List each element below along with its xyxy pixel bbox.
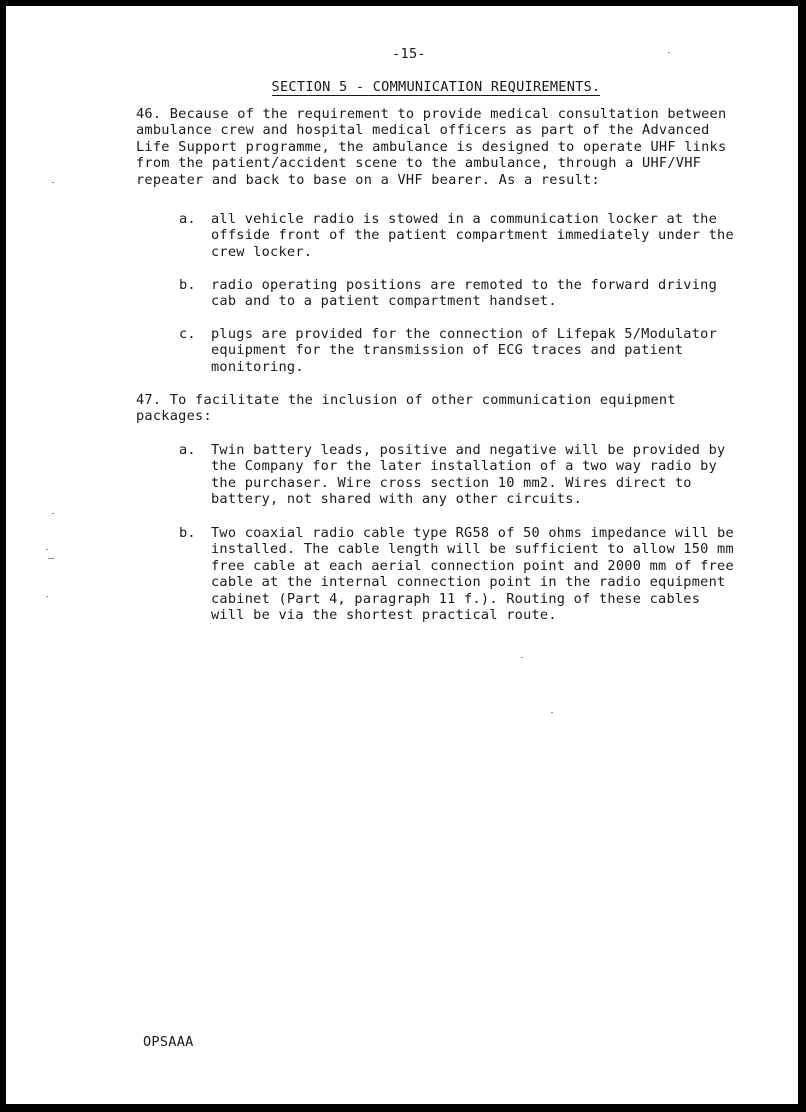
list-item-text	[211, 277, 717, 310]
list-item-line: the Company for the later installation of a two way radio by	[211, 458, 718, 475]
list-item-text	[211, 211, 734, 260]
list-marker: a.	[179, 211, 196, 227]
page-number: -15-	[392, 46, 426, 62]
scan-speck	[46, 549, 48, 550]
list-item-line: the purchaser. Wire cross section 10 mm2. Wires direct to	[211, 474, 692, 491]
paragraph-line: repeater and back to base on a VHF bearer. As a result:	[136, 171, 600, 188]
scan-speck	[52, 513, 54, 514]
list-item-line: plugs are provided for the connection of Lifepak 5/Modulator	[211, 326, 718, 342]
list-item-line: free cable at each aerial connection point and 2000 mm of free	[211, 557, 734, 574]
list-marker: b.	[179, 525, 196, 541]
list-item-line: installed. The cable length will be sufficient to allow 150 mm	[211, 541, 734, 558]
paragraph-line: from the patient/accident scene to the ambulance, through a UHF/VHF	[136, 155, 702, 172]
scan-speck	[48, 558, 54, 559]
list-item-line: Two coaxial radio cable type RG58 of 50 ohms impedance will be	[211, 525, 734, 541]
list-item-line: all vehicle radio is stowed in a communication locker at the	[211, 211, 718, 227]
list-item-line: offside front of the patient compartment immediately under the	[211, 227, 734, 244]
paragraph-line: 47. To facilitate the inclusion of other communication equipment	[136, 392, 676, 408]
list-item-line: will be via the shortest practical route.	[211, 607, 557, 624]
list-item-text	[211, 326, 717, 375]
section-title-text: SECTION 5 - COMMUNICATION REQUIREMENTS.	[271, 79, 601, 95]
list-marker: b.	[179, 277, 196, 293]
scan-speck	[46, 596, 48, 597]
list-item-line: equipment for the transmission of ECG traces and patient	[211, 342, 684, 359]
paragraph-46	[136, 106, 756, 188]
list-item-line: crew locker.	[211, 243, 313, 260]
scan-speck	[52, 182, 54, 183]
list-item-line: cab and to a patient compartment handset.	[211, 293, 557, 310]
list-item-line: cabinet (Part 4, paragraph 11 f.). Routing of these cables	[211, 590, 701, 607]
section-title	[6, 79, 806, 95]
list-item-line: cable at the internal connection point in the radio equipment	[211, 574, 726, 591]
scan-speck	[521, 657, 523, 658]
paragraph-47	[136, 392, 756, 425]
paragraph-line: ambulance crew and hospital medical officers as part of the Advanced	[136, 122, 710, 139]
list-item-line: battery, not shared with any other circuits.	[211, 491, 583, 508]
footer-code: OPSAAA	[143, 1034, 194, 1050]
list-marker: a.	[179, 442, 196, 458]
list-item-line: radio operating positions are remoted to the forward driving	[211, 277, 718, 293]
list-item-text	[211, 442, 725, 508]
list-item-line: Twin battery leads, positive and negative will be provided by	[211, 442, 726, 458]
scan-speck	[551, 712, 553, 713]
paragraph-line: Life Support programme, the ambulance is designed to operate UHF links	[136, 138, 727, 155]
paragraph-line: 46. Because of the requirement to provide medical consultation between	[136, 106, 727, 122]
paragraph-line: packages:	[136, 408, 212, 425]
scan-speck	[668, 52, 670, 53]
list-marker: c.	[179, 326, 196, 342]
list-item-text	[211, 525, 734, 623]
list-item-line: monitoring.	[211, 358, 304, 375]
